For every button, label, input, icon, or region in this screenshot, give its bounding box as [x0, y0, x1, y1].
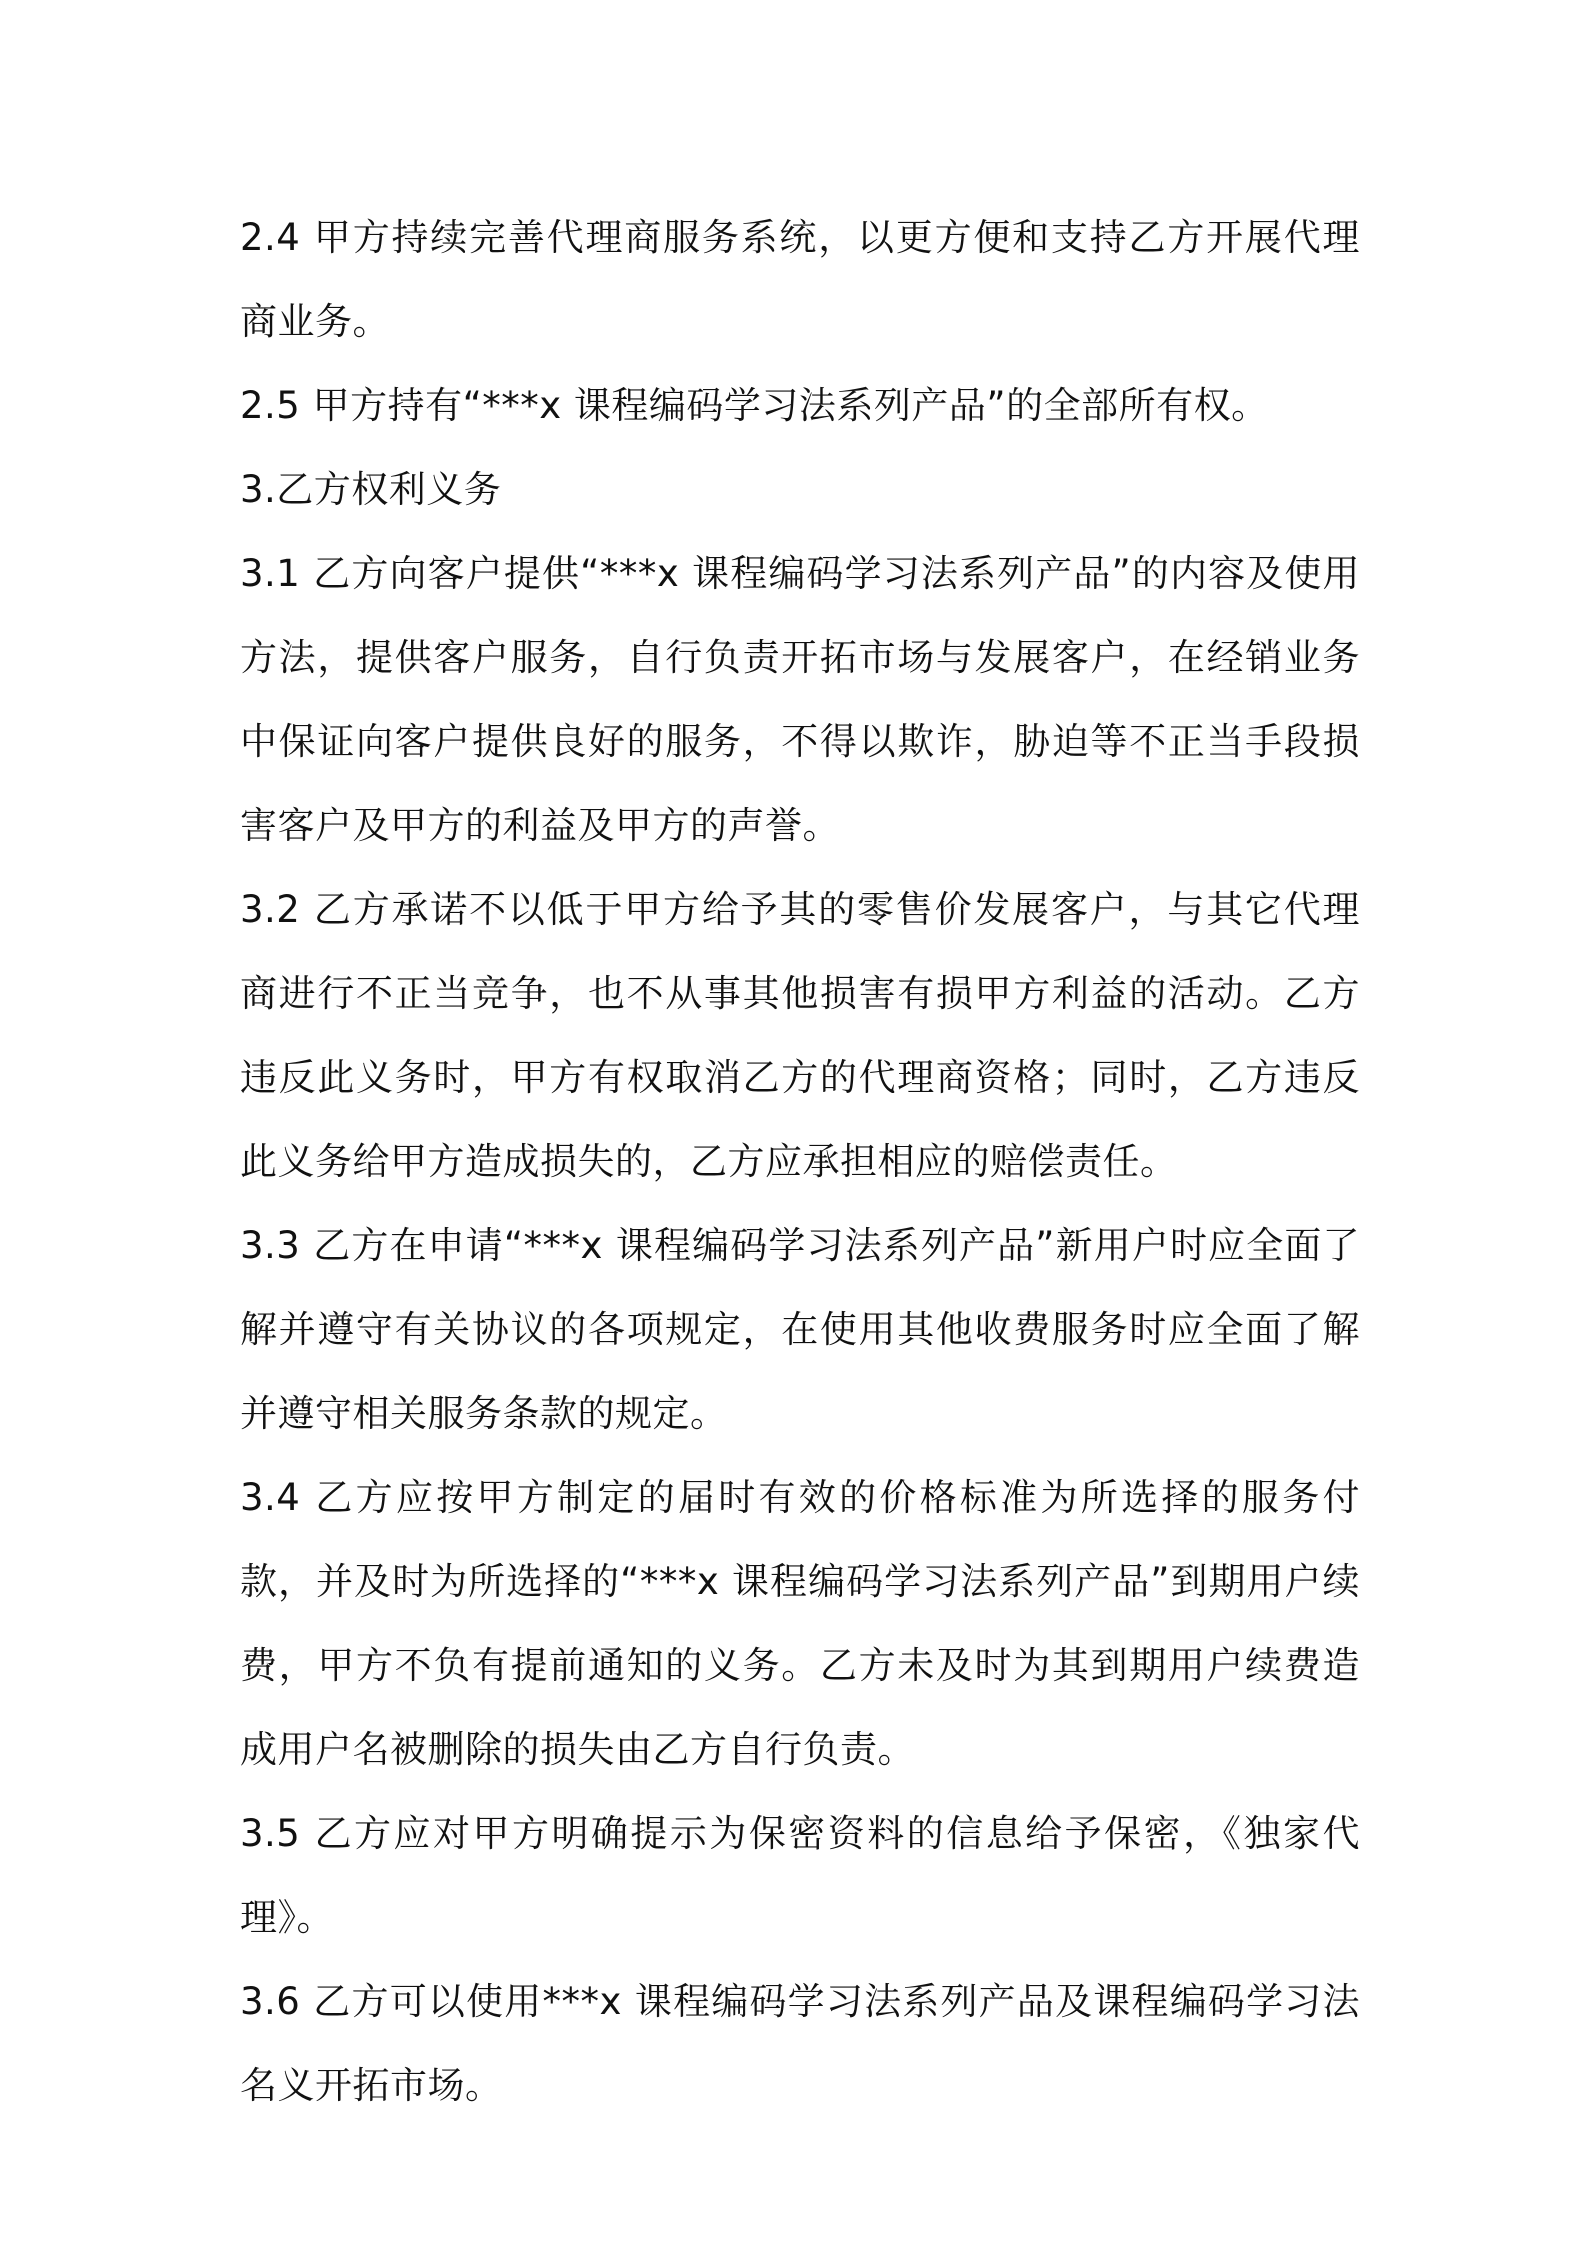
- paragraph-3-1: 3.1 乙方向客户提供“***x 课程编码学习法系列产品”的内容及使用方法，提供客户服务，自行负责开拓市场与发展客户，在经销业务中保证向客户提供良好的服务，不得以欺诈，胁迫等不正当手段损害客户及甲方的利益及甲方的声誉。: [240, 552, 1360, 847]
- section-heading-3: 3.乙方权利义务: [240, 468, 502, 511]
- paragraph-3-3: 3.3 乙方在申请“***x 课程编码学习法系列产品”新用户时应全面了解并遵守有关协议的各项规定，在使用其他收费服务时应全面了解并遵守相关服务条款的规定。: [240, 1224, 1360, 1435]
- paragraph-3-4: 3.4 乙方应按甲方制定的届时有效的价格标准为所选择的服务付款，并及时为所选择的“***x 课程编码学习法系列产品”到期用户续费，甲方不负有提前通知的义务。乙方未及时为其到期用户续费造成用户名被删除的损失由乙方自行负责。: [240, 1476, 1360, 1771]
- document-body: [240, 196, 1360, 2128]
- paragraph-2-4: 2.4 甲方持续完善代理商服务系统，以更方便和支持乙方开展代理商业务。: [240, 216, 1360, 343]
- paragraph-3-2: 3.2 乙方承诺不以低于甲方给予其的零售价发展客户，与其它代理商进行不正当竞争，也不从事其他损害有损甲方利益的活动。乙方违反此义务时，甲方有权取消乙方的代理商资格；同时，乙方违反此义务给甲方造成损失的，乙方应承担相应的赔偿责任。: [240, 888, 1360, 1183]
- paragraph-2-5: 2.5 甲方持有“***x 课程编码学习法系列产品”的全部所有权。: [240, 384, 1269, 427]
- paragraph-3-5: 3.5 乙方应对甲方明确提示为保密资料的信息给予保密，《独家代理》。: [240, 1812, 1360, 1939]
- paragraph-3-6: 3.6 乙方可以使用***x 课程编码学习法系列产品及课程编码学习法名义开拓市场。: [240, 1980, 1360, 2107]
